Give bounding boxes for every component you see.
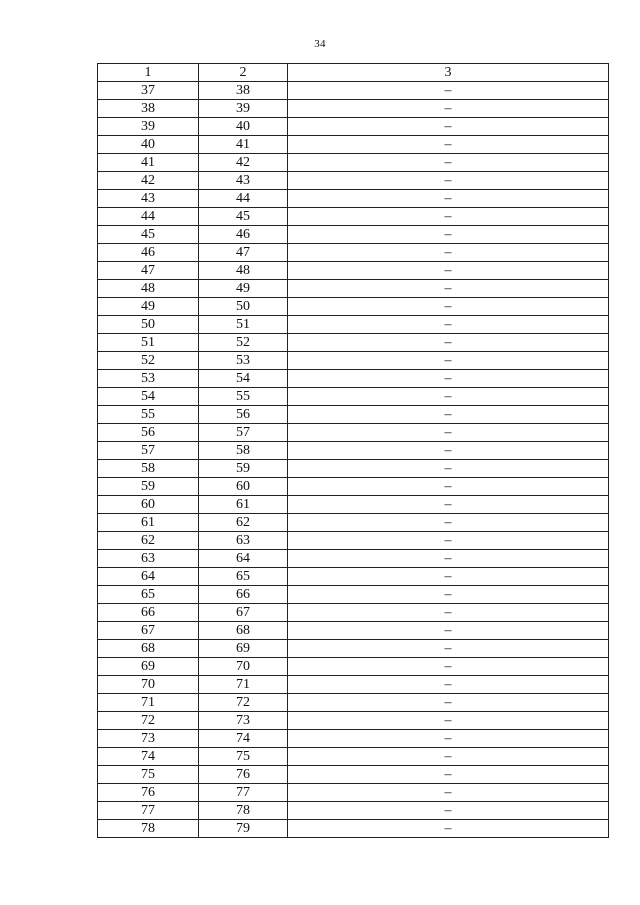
- table-body: [98, 82, 609, 838]
- table-cell-col1: 53: [98, 370, 199, 388]
- table-cell-col1: 74: [98, 748, 199, 766]
- table-cell-col1: 40: [98, 136, 199, 154]
- table-cell-col1: 50: [98, 316, 199, 334]
- table-row: [98, 208, 609, 226]
- table-cell-col3: –: [288, 136, 609, 154]
- table-cell-col3: –: [288, 334, 609, 352]
- table-row: [98, 568, 609, 586]
- table-cell-col3: –: [288, 118, 609, 136]
- table-cell-col3: –: [288, 154, 609, 172]
- table-row: [98, 694, 609, 712]
- table-cell-col1: 73: [98, 730, 199, 748]
- table-cell-col3: –: [288, 190, 609, 208]
- table-cell-col2: 43: [199, 172, 288, 190]
- table-row: [98, 586, 609, 604]
- table-cell-col3: –: [288, 568, 609, 586]
- table-cell-col2: 49: [199, 280, 288, 298]
- table-cell-col3: –: [288, 604, 609, 622]
- table-cell-col1: 54: [98, 388, 199, 406]
- table-cell-col1: 67: [98, 622, 199, 640]
- table-cell-col2: 70: [199, 658, 288, 676]
- table-cell-col2: 39: [199, 100, 288, 118]
- table-cell-col1: 57: [98, 442, 199, 460]
- table-cell-col3: –: [288, 802, 609, 820]
- table-cell-col3: –: [288, 514, 609, 532]
- table-cell-col2: 38: [199, 82, 288, 100]
- table-cell-col2: 50: [199, 298, 288, 316]
- table-cell-col3: –: [288, 496, 609, 514]
- table-row: [98, 676, 609, 694]
- table-cell-col1: 66: [98, 604, 199, 622]
- table-cell-col2: 44: [199, 190, 288, 208]
- table-cell-col2: 53: [199, 352, 288, 370]
- table-cell-col1: 44: [98, 208, 199, 226]
- table-row: [98, 190, 609, 208]
- table-row: [98, 136, 609, 154]
- table-cell-col3: –: [288, 586, 609, 604]
- table-row: [98, 244, 609, 262]
- table-row: [98, 802, 609, 820]
- table-header-row: [98, 64, 609, 82]
- table-cell-col1: 48: [98, 280, 199, 298]
- table-cell-col2: 64: [199, 550, 288, 568]
- table-row: [98, 640, 609, 658]
- table-cell-col2: 55: [199, 388, 288, 406]
- table-cell-col3: –: [288, 370, 609, 388]
- table-cell-col2: 46: [199, 226, 288, 244]
- table-cell-col1: 58: [98, 460, 199, 478]
- table-cell-col3: –: [288, 100, 609, 118]
- table-cell-col2: 59: [199, 460, 288, 478]
- data-table: [97, 63, 609, 838]
- table-cell-col2: 42: [199, 154, 288, 172]
- table-cell-col3: –: [288, 298, 609, 316]
- table-cell-col2: 69: [199, 640, 288, 658]
- table-cell-col2: 41: [199, 136, 288, 154]
- table-cell-col1: 39: [98, 118, 199, 136]
- table-row: [98, 100, 609, 118]
- table-cell-col2: 65: [199, 568, 288, 586]
- table-cell-col2: 58: [199, 442, 288, 460]
- table-cell-col2: 57: [199, 424, 288, 442]
- table-cell-col2: 71: [199, 676, 288, 694]
- table-cell-col3: –: [288, 172, 609, 190]
- table-cell-col3: –: [288, 640, 609, 658]
- table-cell-col2: 62: [199, 514, 288, 532]
- table-cell-col1: 37: [98, 82, 199, 100]
- table-cell-col1: 62: [98, 532, 199, 550]
- table-cell-col1: 41: [98, 154, 199, 172]
- table-cell-col1: 65: [98, 586, 199, 604]
- table-row: [98, 316, 609, 334]
- table-row: [98, 172, 609, 190]
- table-cell-col3: –: [288, 532, 609, 550]
- column-header-3: 3: [288, 64, 609, 82]
- table-cell-col1: 61: [98, 514, 199, 532]
- table-cell-col1: 46: [98, 244, 199, 262]
- table-row: [98, 478, 609, 496]
- table-row: [98, 550, 609, 568]
- table-row: [98, 658, 609, 676]
- table-row: [98, 262, 609, 280]
- table-cell-col1: 68: [98, 640, 199, 658]
- column-header-2: 2: [199, 64, 288, 82]
- table-cell-col1: 77: [98, 802, 199, 820]
- table-cell-col3: –: [288, 316, 609, 334]
- table-cell-col3: –: [288, 820, 609, 838]
- table-cell-col1: 70: [98, 676, 199, 694]
- table-cell-col2: 66: [199, 586, 288, 604]
- table-cell-col2: 45: [199, 208, 288, 226]
- table-cell-col1: 59: [98, 478, 199, 496]
- table-cell-col3: –: [288, 658, 609, 676]
- table-cell-col2: 61: [199, 496, 288, 514]
- table-cell-col1: 51: [98, 334, 199, 352]
- table-cell-col1: 63: [98, 550, 199, 568]
- table-cell-col2: 73: [199, 712, 288, 730]
- table-cell-col1: 64: [98, 568, 199, 586]
- column-header-1: 1: [98, 64, 199, 82]
- table-row: [98, 154, 609, 172]
- table-row: [98, 406, 609, 424]
- table-cell-col3: –: [288, 82, 609, 100]
- table-cell-col2: 52: [199, 334, 288, 352]
- table-row: [98, 460, 609, 478]
- table-cell-col1: 42: [98, 172, 199, 190]
- table-cell-col1: 72: [98, 712, 199, 730]
- table-row: [98, 532, 609, 550]
- table-cell-col3: –: [288, 676, 609, 694]
- table-cell-col2: 51: [199, 316, 288, 334]
- table-row: [98, 370, 609, 388]
- table-cell-col3: –: [288, 244, 609, 262]
- table-cell-col3: –: [288, 460, 609, 478]
- table-row: [98, 496, 609, 514]
- table-cell-col3: –: [288, 424, 609, 442]
- table-cell-col2: 63: [199, 532, 288, 550]
- page-number: 34: [314, 38, 326, 50]
- table-cell-col3: –: [288, 280, 609, 298]
- table-cell-col1: 56: [98, 424, 199, 442]
- table-row: [98, 352, 609, 370]
- table-row: [98, 334, 609, 352]
- table-cell-col1: 60: [98, 496, 199, 514]
- table-cell-col1: 38: [98, 100, 199, 118]
- table-cell-col3: –: [288, 622, 609, 640]
- table-cell-col3: –: [288, 262, 609, 280]
- table-cell-col2: 72: [199, 694, 288, 712]
- table-cell-col3: –: [288, 406, 609, 424]
- table-cell-col2: 48: [199, 262, 288, 280]
- table-cell-col3: –: [288, 748, 609, 766]
- table-cell-col3: –: [288, 550, 609, 568]
- table-cell-col1: 78: [98, 820, 199, 838]
- table-cell-col3: –: [288, 712, 609, 730]
- table-cell-col3: –: [288, 478, 609, 496]
- table-row: [98, 514, 609, 532]
- table-row: [98, 766, 609, 784]
- table-cell-col3: –: [288, 442, 609, 460]
- table-row: [98, 226, 609, 244]
- table-cell-col1: 75: [98, 766, 199, 784]
- table-row: [98, 442, 609, 460]
- table-row: [98, 424, 609, 442]
- table-cell-col2: 60: [199, 478, 288, 496]
- table-cell-col2: 68: [199, 622, 288, 640]
- table-cell-col1: 52: [98, 352, 199, 370]
- table-cell-col2: 67: [199, 604, 288, 622]
- table-cell-col1: 55: [98, 406, 199, 424]
- table-row: [98, 388, 609, 406]
- table-cell-col2: 40: [199, 118, 288, 136]
- table-cell-col2: 74: [199, 730, 288, 748]
- table-cell-col2: 78: [199, 802, 288, 820]
- table-cell-col2: 56: [199, 406, 288, 424]
- table-row: [98, 118, 609, 136]
- table-cell-col3: –: [288, 352, 609, 370]
- table-cell-col2: 75: [199, 748, 288, 766]
- table-cell-col2: 54: [199, 370, 288, 388]
- table-cell-col3: –: [288, 766, 609, 784]
- table-cell-col1: 47: [98, 262, 199, 280]
- table-row: [98, 82, 609, 100]
- table-cell-col1: 43: [98, 190, 199, 208]
- table-row: [98, 712, 609, 730]
- table-cell-col1: 76: [98, 784, 199, 802]
- table-cell-col3: –: [288, 208, 609, 226]
- table-cell-col3: –: [288, 388, 609, 406]
- table-row: [98, 604, 609, 622]
- table-cell-col2: 47: [199, 244, 288, 262]
- table-cell-col1: 49: [98, 298, 199, 316]
- table-row: [98, 280, 609, 298]
- table-row: [98, 730, 609, 748]
- table-cell-col3: –: [288, 694, 609, 712]
- table-cell-col3: –: [288, 784, 609, 802]
- table-cell-col2: 76: [199, 766, 288, 784]
- table-cell-col1: 45: [98, 226, 199, 244]
- table-cell-col3: –: [288, 730, 609, 748]
- table-row: [98, 784, 609, 802]
- table-row: [98, 820, 609, 838]
- table-cell-col2: 79: [199, 820, 288, 838]
- table-cell-col1: 71: [98, 694, 199, 712]
- table-cell-col1: 69: [98, 658, 199, 676]
- table-row: [98, 748, 609, 766]
- table-row: [98, 298, 609, 316]
- table-row: [98, 622, 609, 640]
- table-cell-col2: 77: [199, 784, 288, 802]
- table-cell-col3: –: [288, 226, 609, 244]
